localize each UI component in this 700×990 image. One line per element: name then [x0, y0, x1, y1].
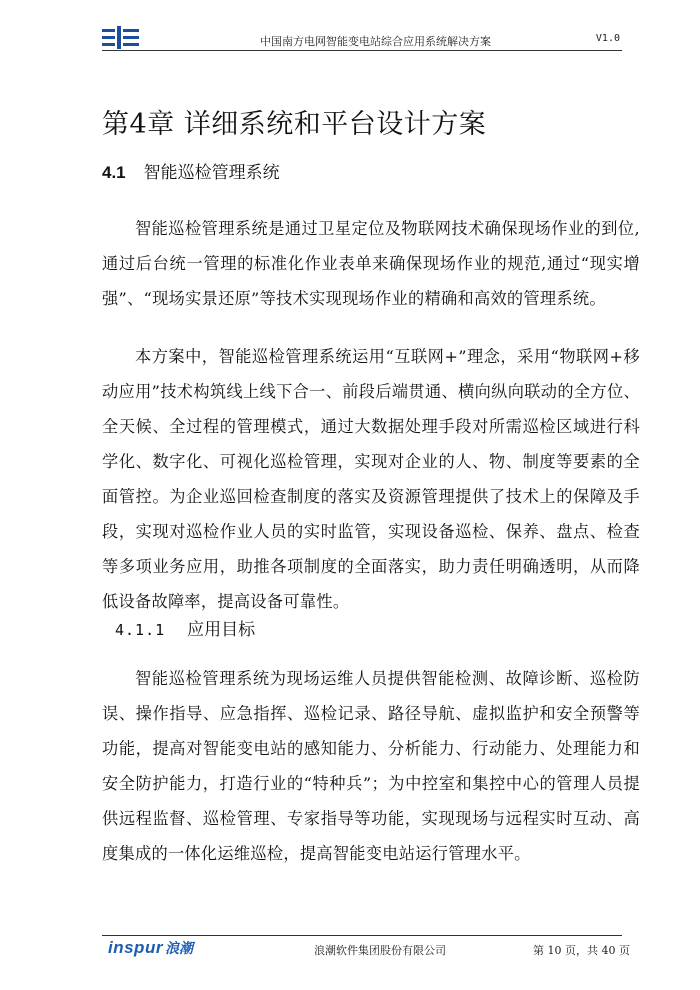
- subsection-number: 4.1.1: [115, 621, 166, 639]
- subsection-heading: [115, 615, 255, 640]
- header-divider: [102, 50, 622, 51]
- page-header: [102, 24, 622, 52]
- footer-company: 浪潮软件集团股份有限公司: [314, 944, 446, 957]
- inspur-logo-text: inspur: [108, 938, 163, 957]
- section-number: 4.1: [102, 163, 126, 182]
- inspur-logo-cn: 浪潮: [164, 941, 193, 957]
- csg-logo-icon: [102, 26, 142, 50]
- header-title: 中国南方电网智能变电站综合应用系统解决方案: [260, 35, 491, 48]
- footer-divider: [102, 935, 622, 936]
- subsection-title: 应用目标: [187, 620, 256, 640]
- section-title: 智能巡检管理系统: [143, 163, 280, 183]
- body-paragraph-2: 本方案中，智能巡检管理系统运用“互联网+”理念，采用“物联网+移动应用”技术构筑线上线下合一、前段后端贯通、横向纵向联动的全方位、全天候、全过程的管理模式，通过大数据处理手段对所需巡检区域进行科学化、数字化、可视化巡检管理，实现对企业的人、物、制度等要素的全面管控。为企业巡回检查制度的落实及资源管理提供了技术上的保障及手段，实现对巡检作业人员的实时监管，实现设备巡检、保养、盘点、检查等多项业务应用，助推各项制度的全面落实，助力责任明确透明，从而降低设备故障率，提高设备可靠性。: [102, 347, 640, 611]
- body-paragraph-3: 智能巡检管理系统为现场运维人员提供智能检测、故障诊断、巡检防误、操作指导、应急指挥、巡检记录、路径导航、虚拟监护和安全预警等功能，提高对智能变电站的感知能力、分析能力、行动能力、处理能力和安全防护能力，打造行业的“特种兵”；为中控室和集控中心的管理人员提供远程监督、巡检管理、专家指导等功能，实现现场与远程实时互动、高度集成的一体化运维巡检，提高智能变电站运行管理水平。: [102, 669, 640, 863]
- header-version: V1.0: [595, 33, 620, 44]
- section-heading: [102, 158, 280, 183]
- inspur-logo: [108, 938, 193, 960]
- chapter-title: 第4章 详细系统和平台设计方案: [102, 109, 487, 141]
- body-paragraph-1: 智能巡检管理系统是通过卫星定位及物联网技术确保现场作业的到位,通过后台统一管理的标准化作业表单来确保现场作业的规范,通过“现实增强”、“现场实景还原”等技术实现现场作业的精确和高效的管理系统。: [102, 219, 640, 308]
- footer-page-number: 第 10 页，共 40 页: [533, 944, 630, 957]
